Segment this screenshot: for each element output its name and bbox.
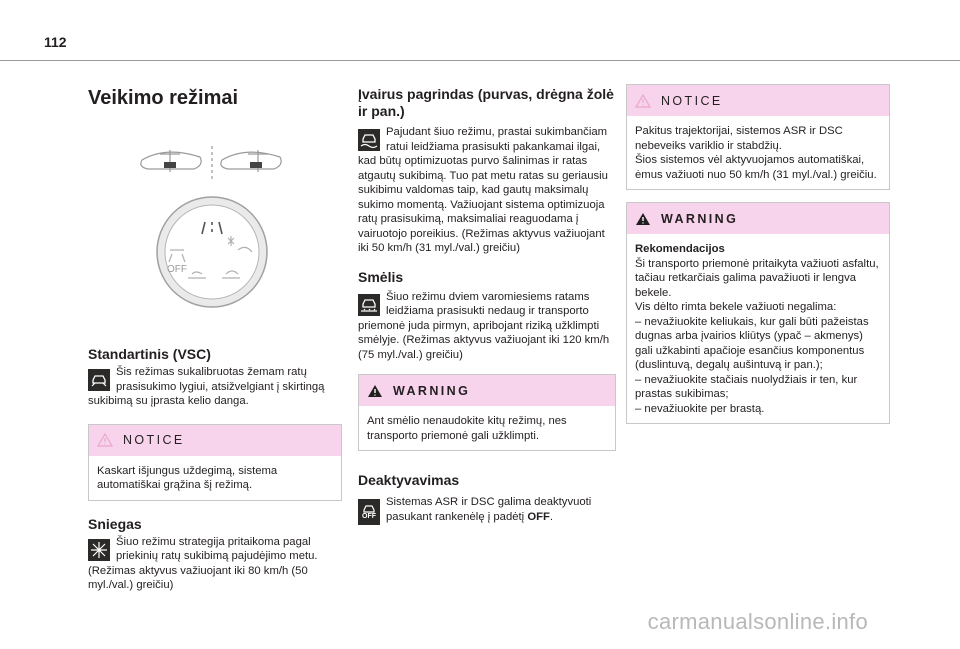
standard-mode-icon [88,369,110,391]
mud-mode-heading: Įvairus pagrindas (purvas, drėgna žolė ir pan.) [358,86,614,119]
warning-header-1 [359,375,615,406]
notice-triangle-icon [635,94,651,108]
warning-line: – nevažiuokite stačiais nuolydžiais ir ten, kur prastas sukibimas; [635,373,858,400]
warning-label-1: WARNING [393,383,471,398]
notice-header-2 [627,85,889,116]
traction-mode-dial-figure [88,110,342,310]
page-title: Veikimo režimai [88,87,239,109]
notice-text-2a: Pakitus trajektorijai, sistemos ASR ir DSC nebeveiks variklio ir stabdžių. [635,125,843,152]
traction-mode-dial-illustration [88,110,342,310]
sand-mode-text: Šiuo režimu dviem varomiesiems ratams leidžiama prasisukti nedaug ir transporto priemonė juda pirmyn, apribojant riziką užklimpti smėlyje. (Režimas aktyvus važiuojant iki 120 km/h (75 myl./val.) greičiu) [358,290,610,361]
warning-line: – nevažiuokite keliukais, kur gali būti pažeistas dugnas arba įvairios kliūtys (ypač – akmenys) gali užkabinti apačioje esančius komponentus (duslintuvą, degalų aušintuvą ir pan.); [635,315,869,371]
warning-triangle-icon [367,384,383,398]
deactivation-text-off: OFF [527,510,550,523]
mud-mode-text: Pajudant šiuo režimu, prastai sukimbančiam ratui leidžiama prasisukti pakankamai ilgai, kad būtų optimizuotas purvo šalinimas ir ratas atgautų sukibimą. Tuo pat metu ratas su geriausiu sukibimu valdomas taip, kad gautų maksimalų sukimo momentą. Važiuojant sistema optimizuoja ratų prasisukimą, maksimaliai reaguodama į vairuotojo poreikius. (Režimas aktyvus važiuojant iki 50 km/h (31 myl./val.) greičiu) [358,126,608,254]
notice-label-1: NOTICE [123,433,185,447]
off-icon-label: OFF [362,513,376,520]
notice-text-1: Kaskart išjungus uždegimą, sistema automatiškai grąžina šį režimą. [97,464,278,491]
mud-terrain-icon [360,131,378,149]
standard-mode-text: Šis režimas sukalibruotas žemam ratų prasisukimo lygiui, atsižvelgiant į skirtingą sukibimą su įprasta kelio danga. [88,366,325,407]
car-icon [90,371,108,389]
dial-off-label: OFF [167,264,187,275]
notice-triangle-icon [97,433,113,447]
warning-line: – nevažiuokite per brastą. [635,402,765,415]
notice-box-1 [88,424,342,501]
deactivation-text [358,495,616,524]
sand-terrain-icon [360,296,378,314]
warning-triangle-icon [635,212,651,226]
notice-header-1 [89,425,341,456]
warning-box-1 [358,374,616,451]
warning-header-2 [627,203,889,234]
deactivation-text-b: . [549,510,554,523]
car-off-icon [362,503,376,513]
warning-line: Ši transporto priemonė pritaikyta važiuoti asfaltu, tačiau retkarčiais galima pavažiuoti ir lengva bekele. [635,257,879,299]
deactivation-text-a: Sistemas ASR ir DSC galima deaktyvuoti pasukant rankenėlę į padėtį [386,496,592,523]
standard-mode-heading: Standartinis (VSC) [88,346,211,362]
snowflake-icon [90,541,108,559]
snow-mode-icon [88,539,110,561]
warning-text-1: Ant smėlio nenaudokite kitų režimų, nes transporto priemonė gali užklimpti. [367,415,567,442]
header-rule [0,60,960,61]
mud-mode-icon [358,129,380,151]
notice-label-2: NOTICE [661,93,723,108]
snow-mode-text: Šiuo režimu strategija pritaikoma pagal priekinių ratų sukibimą pajudėjimo metu. (Režimas aktyvus važiuojant iki 80 km/h (50 myl./val.) greičiu) [88,535,318,591]
column-2 [358,80,616,525]
warning-label-2: WARNING [661,211,739,226]
warning-heading-2: Rekomendacijos [635,243,725,255]
page-number: 112 [44,34,67,50]
warning-line: Vis dėlto rimta bekele važiuoti negalima: [635,301,837,313]
notice-box-2 [626,84,890,190]
sand-mode-heading: Smėlis [358,268,404,285]
deactivation-heading: Deaktyvavimas [358,472,460,488]
watermark: carmanualsonline.info [647,609,868,634]
off-mode-icon [358,499,380,525]
snow-mode-heading: Sniegas [88,515,142,532]
notice-text-2b: Šios sistemos vėl aktyvuojamos automatiškai, ėmus važiuoti nuo 50 km/h (31 myl./val.) greičiu. [635,154,877,181]
warning-box-2 [626,202,890,424]
column-3 [626,80,890,424]
sand-mode-icon [358,294,380,316]
column-1 [88,80,342,593]
